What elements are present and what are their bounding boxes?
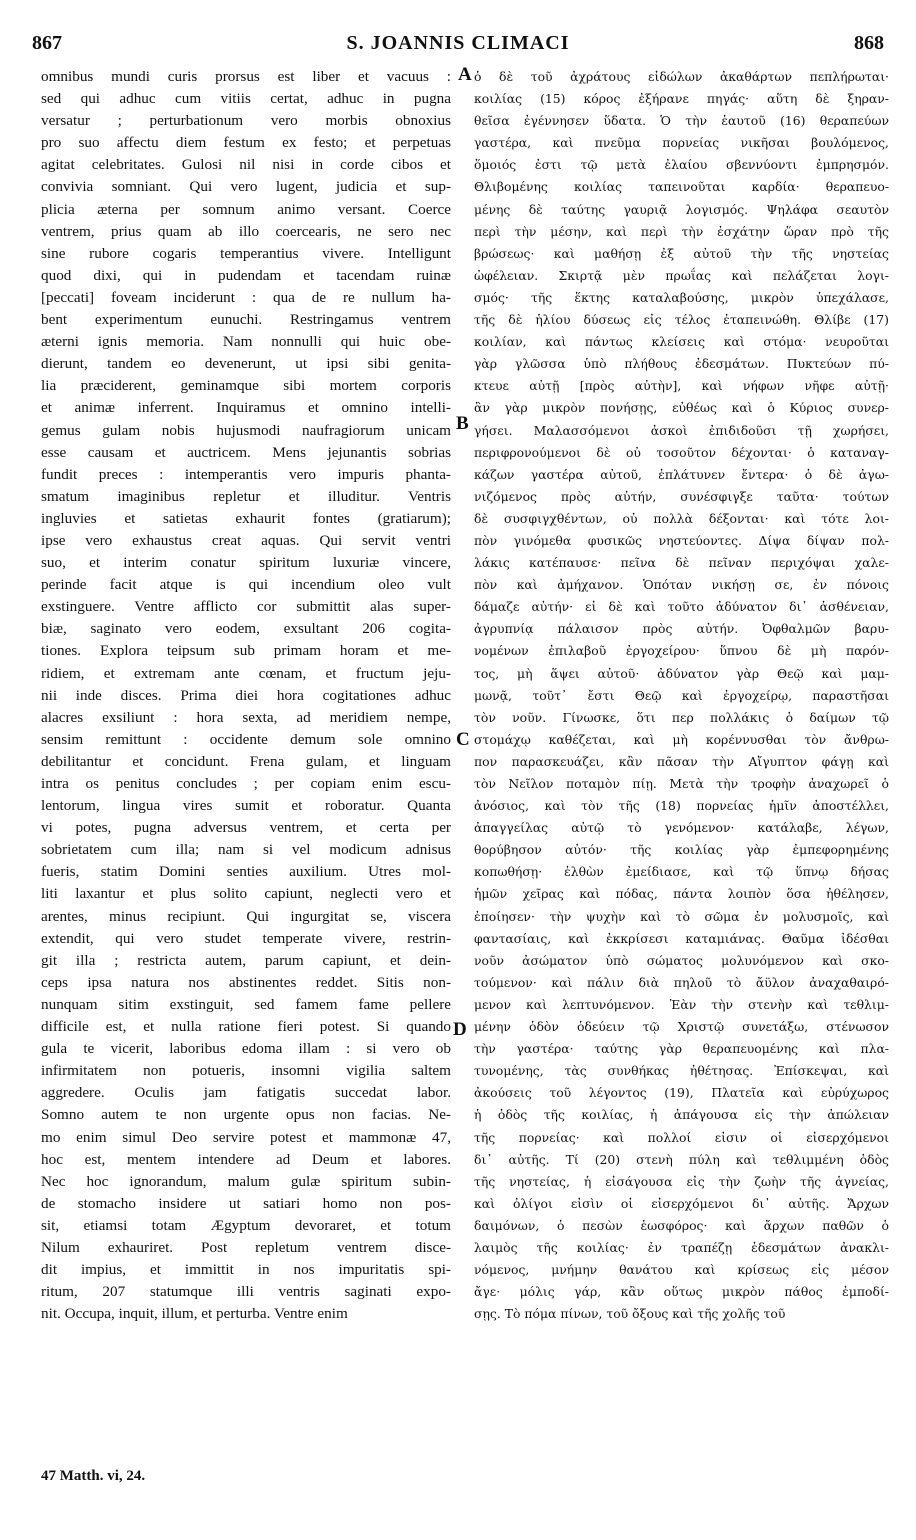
greek-text-line: ἀγρυπνίᾳ πάλαισον πρὸς αὐτήν. Ὀφθαλμῶν βαρυ- [474, 621, 889, 637]
footnote: 47 Matth. vi, 24. [41, 1468, 146, 1484]
latin-text-line: sine rubore cogaris temperantius vivere. Intelligunt [41, 244, 451, 262]
latin-text-line: vi potes, pugna adversus ventrem, et certa per [41, 819, 451, 837]
latin-text-line: esse causam et auctricem. Mens jejunantis sobrias [41, 443, 451, 461]
greek-text-line: ἀνόσιος, καὶ τὸν τῆς (18) πορνείας ἡμῖν ἀποστέλλει, [474, 798, 889, 814]
greek-text-line: νόμενος, μνήμην θανάτου καὶ κρίσεως εἰς μέσον [474, 1262, 889, 1278]
greek-text-line: κάζων γαστέρα αὐτοῦ, ἐπλάτυνεν ἔντερα· ὁ δὲ ἀγω- [474, 466, 889, 482]
latin-text-line: fueris, statim Domini senties auxilium. Utres mol- [41, 863, 451, 881]
page-number-left: 867 [32, 32, 62, 54]
greek-text-line: κοιλίας (15) κόρος ἐξήρανε πηγάς· αὕτη δὲ ξηραν- [474, 91, 889, 107]
latin-text-line: Nec hoc ignorandum, malum gulæ spiritum subin- [41, 1172, 451, 1190]
latin-text-line: arentes, minus recipiunt. Qui ingurgitat se, viscera [41, 907, 451, 925]
latin-text-line: lentorum, lingua vires sumit et roboratur. Quanta [41, 797, 451, 815]
latin-text-line: intra os penitus concludes ; per copiam enim escu- [41, 775, 451, 792]
latin-text-line: nii inde disces. Prima diei hora cogitationes adhuc [41, 686, 451, 704]
greek-text-line: ἐποίησεν· τὴν ψυχὴν καὶ τὸ σῶμα ἐν μολυσμοῖς, καὶ [474, 908, 889, 924]
greek-text-line: τῆς νηστείας, ἡ εἰσάγουσα εἰς τὴν ζωὴν τῆς ἁγνείας, [474, 1173, 889, 1189]
running-title: S. JOANNIS CLIMACI [346, 32, 570, 54]
latin-text-line: git illa ; restricta autem, parum capiunt, et dein- [41, 951, 451, 969]
latin-text-line: difficile est, et nulla ratione fieri potest. Si quando [41, 1018, 451, 1036]
greek-text-line: τὴν γαστέρα· ταύτης γὰρ θεραπευομένης καὶ πλα- [474, 1041, 889, 1057]
greek-text-line: ὁ δὲ τοῦ ἀχράτους εἰδώλων ἀκαθάρτων πεπλήρωται· [474, 69, 889, 84]
greek-text-line: νομένων ἐπιλαβοῦ ἐργοχείρου· ὕπνου δὲ μὴ παρόν- [474, 643, 889, 659]
latin-text-line: biæ, saginato vero eodem, exsultant 206 cogita- [41, 620, 451, 638]
latin-text-line: dierunt, tandem eo devenerunt, ut ipsi sibi genita- [41, 355, 451, 373]
latin-text-line: perinde facit atque is qui incendium oleo vult [41, 576, 451, 594]
greek-text-line: πον παρασκευάζει, κἂν πᾶσαν τὴν Αἴγυπτον φάγῃ καὶ [474, 753, 889, 769]
latin-text-line: ipse vero exhaustus creat aquas. Qui servit ventri [41, 531, 451, 549]
latin-text-line: æterni ignis memoria. Nam nonnulli qui huic obe- [41, 333, 451, 351]
greek-text-line: τος, μὴ ἅψει αὐτοῦ· ἀδύνατον γὰρ Θεῷ καὶ μαμ- [474, 665, 889, 681]
greek-column [474, 66, 889, 1325]
latin-text-line: sensim remittunt : occidente demum sole omnino [41, 730, 451, 748]
latin-text-line: convivia somniant. Qui vero lugent, judicia et sup- [41, 178, 451, 196]
latin-text-line: smatum imaginibus repletur et illuditur. Ventris [41, 487, 451, 505]
latin-text-line: versatur ; perturbationum vero morbis obnoxius [41, 112, 451, 130]
greek-text-line: κοιλίαν, καὶ πάντως κλείσεις καὶ στόμα· νευροῦται [474, 334, 889, 350]
greek-text-line: θεῖσα ἐγέννησεν ὕδατα. Ὁ τὴν ἑαυτοῦ (16) θεραπεύων [474, 113, 889, 129]
latin-text-line: ventrem, prius quam ab illo coercearis, ne sero nec [41, 222, 451, 240]
greek-text-line: στομάχῳ καθέζεται, καὶ μὴ κορέννυσθαι τὸν ἄνθρω- [474, 731, 889, 747]
greek-text-line: δαιμόνων, ὁ πεσὼν ἑωσφόρος· καὶ ἄρχων παθῶν ὁ [474, 1217, 889, 1233]
greek-text-line: μενον καὶ λεπτυνόμενον. Ἐὰν τὴν στενὴν καὶ τεθλιμ- [474, 996, 889, 1012]
latin-text-line: quod dixi, qui in pudendam et tacendam ruinæ [41, 266, 451, 284]
latin-text-line: mo enim simul Deo servire potest et mammonæ 47, [41, 1128, 451, 1146]
latin-text-line: lia præciderent, geminamque sibi mortem corporis [41, 377, 451, 395]
greek-text-line: καὶ ὀλίγοι εἰσὶν οἱ εἰσερχόμενοι δι᾽ αὐτῆς. Ἄρχων [474, 1195, 889, 1211]
greek-text-line: γαστέρα, καὶ πνεῦμα πορνείας νικῆσαι βουλόμενος, [474, 135, 889, 151]
greek-text-line: πὸν καὶ ἀμήχανον. Ὁπόταν νικήσῃ σε, ἐν πόνοις [474, 577, 889, 593]
greek-text-line: πὸν γινόμεθα φυσικῶς νηστεύοντες. Δίψα δίψαν πολ- [474, 532, 889, 548]
latin-text-line: tiones. Explora teipsum sub primam horam et me- [41, 642, 451, 660]
latin-text-line: liti laxantur et plus solito capiunt, neglecti vero et [41, 885, 451, 903]
latin-text-line: Somno autem te non urgente opus non facias. Ne- [41, 1106, 451, 1124]
greek-text-line: θορύβησον αὐτόν· τῆς κοιλίας γὰρ ἐμπεφορημένης [474, 842, 889, 858]
greek-text-line: κτευε αὐτῇ [πρὸς αὐτὴν], καὶ νήφων νῆφε αὐτῇ· [474, 378, 889, 394]
latin-text-line: nunquam sitim exstinguit, sed famem fame pellere [41, 995, 451, 1013]
greek-text-line: δάμαζε αὐτήν· εἰ δὲ καὶ τοῦτο ἀδύνατον δι᾽ ἀσθένειαν, [474, 599, 889, 615]
latin-text-line: plicia æterna per somnum animo versant. Coerce [41, 200, 451, 218]
latin-text-line: ceps ipsa natura nos abstinentes reddet. Sitis non- [41, 973, 451, 991]
greek-text-line: μωνᾷ, τοῦτ᾽ ἔστι Θεῷ καὶ ἐργοχείρῳ, παραστῆσαι [474, 687, 889, 703]
greek-text-line: φαντασίαις, καὶ ἐκκρίσεσι καταμιάνας. Θαῦμα ἰδέσθαι [474, 930, 889, 946]
latin-text-line: nit. Occupa, inquit, illum, et perturba. Ventre enim [41, 1305, 348, 1323]
latin-text-line: debilitantur et concidunt. Frena gulam, et linguam [41, 752, 451, 770]
section-marker-c: C [456, 729, 470, 750]
section-marker-d: D [453, 1019, 467, 1040]
latin-text-line: pro suo affectu diem festum ex festo; et perpetuas [41, 134, 451, 152]
greek-text-line: τούμενον· καὶ πάλιν διὰ πηλοῦ τὸ ἄϋλον ἀναχαθαιρό- [474, 974, 889, 990]
latin-text-line: ritum, 207 statumque illi ventris saginati expo- [41, 1283, 451, 1301]
greek-text-line: γὰρ γλῶσσα ὑπὸ πλήθους ἐδεσμάτων. Πυκτεύων πύ- [474, 356, 889, 372]
greek-text-line: ἂν γὰρ μικρὸν πονήσῃς, εὐθέως καὶ ὁ Κύριος συνερ- [474, 400, 889, 416]
greek-text-line: ὅμοιός ἐστι τῷ μετὰ ἐλαίου σβεννύοντι ἐμπρησμόν. [474, 157, 889, 173]
latin-text-line: sed qui adhuc cum vitiis certat, adhuc in pugna [41, 90, 451, 108]
greek-text-line: σμός· τῆς ἕκτης καταλαβούσης, μικρὸν ὑπεχάλασε, [474, 289, 889, 305]
greek-text-line: περὶ τὴν μέσην, καὶ περὶ τὴν ἐσχάτην ὥραν πρὸ τῆς [474, 223, 889, 239]
latin-text-line: [peccati] foveam inciderunt : qua de re nullum ha- [41, 288, 451, 306]
greek-text-line: λαιμὸς τῆς κοιλίας· ἐν τραπέζῃ ἐδεσμάτων ἀνακλι- [474, 1239, 889, 1255]
latin-text-line: gemus gulam nobis hujusmodi naufragiorum unicam [41, 421, 451, 439]
latin-text-line: sit, etiamsi totam Ægyptum devoraret, et totum [41, 1216, 451, 1234]
greek-text-line: τῆς δὲ ἡλίου δύσεως εἰς τέλος ἐταπεινώθη. Θλίβε (17) [474, 312, 889, 328]
greek-text-line: σῃς. Τὸ πόμα πίνων, τοῦ ὄξους καὶ τῆς χολῆς τοῦ [474, 1306, 786, 1322]
greek-text-line: δὲ συσφιγχθέντων, οὐ πολλὰ δέξονται· καὶ τότε λοι- [474, 510, 889, 526]
latin-text-line: aggredere. Oculis jam fatigatis succedat labor. [41, 1084, 451, 1102]
greek-text-line: κοπωθήσῃ· ἐλθὼν ἐμείδιασε, καὶ τῷ ὕπνῳ δήσας [474, 864, 889, 880]
greek-text-line: βρώσεως· καὶ μαθήσῃ ἐξ αὐτοῦ τὴν τῆς νηστείας [474, 245, 889, 261]
latin-text-line: agitat celebritates. Gulosi nil nisi in corde cibos et [41, 156, 451, 174]
greek-text-line: ἡ ὁδὸς τῆς κοιλίας, ἡ ἀπάγουσα εἰς τὴν ἀπώλειαν [474, 1107, 889, 1123]
latin-text-line: de stomacho insidere ut satiari homo non pos- [41, 1194, 451, 1212]
section-marker-a: A [458, 64, 472, 85]
latin-column [41, 66, 451, 1325]
greek-text-line: τῆς πορνείας· καὶ πολλοί εἰσιν οἱ εἰσερχόμενοι [474, 1129, 889, 1145]
greek-text-line: λάκις κατέπαυσε· πεῖνα δὲ πεῖναν περιχόψαι χαλε- [474, 555, 889, 571]
greek-text-line: τὸν Νεῖλον ποταμὸν πίῃ. Μετὰ τὴν τροφὴν ἀναχωρεῖ ὁ [474, 776, 889, 791]
greek-text-line: δι᾽ αὐτῆς. Τί (20) στενὴ πύλη καὶ τεθλιμμένη ὁδὸς [474, 1151, 889, 1167]
latin-text-line: exstinguere. Ventre afflicto cor submittit alas super- [41, 598, 451, 616]
latin-text-line: omnibus mundi curis prorsus est liber et vacuus : [41, 68, 451, 85]
page-number-right: 868 [854, 32, 884, 54]
greek-text-line: περιφρονούμενοι δὲ οὐ τοσοῦτον δέχονται· ὁ καταναγ- [474, 444, 889, 460]
latin-text-line: bent experimentum eunuchi. Restringamus ventrem [41, 311, 451, 329]
page-header [32, 32, 884, 62]
latin-text-line: infirmitatem non potueris, insomni vigilia saltem [41, 1062, 451, 1080]
latin-text-line: ridiem, et extremam ante cœnam, et fructum jeju- [41, 664, 451, 682]
greek-text-line: τυνομένης, τὰς συνθήκας ἠθέτησας. Ἐπίσκεψαι, καὶ [474, 1063, 889, 1079]
greek-text-line: Θλιβομένης κοιλίας ταπεινοῦται καρδία· θεραπευο- [474, 179, 889, 195]
greek-text-line: ἀκούσεις τοῦ λέγοντος (19), Πλατεῖα καὶ εὐρύχωρος [474, 1085, 889, 1101]
latin-text-line: gula te vicerit, laboribus edoma illam : si vero ob [41, 1040, 451, 1058]
section-marker-b: B [456, 413, 469, 434]
latin-text-line: et animæ inferrent. Inquiramus et omnino intelli- [41, 399, 451, 417]
greek-text-line: νοῦν ἀσώματον ὑπὸ σώματος μολυνόμενον καὶ σκο- [474, 952, 889, 968]
latin-text-line: extendit, qui vero studet temperate vivere, restrin- [41, 929, 451, 947]
latin-text-line: dit impius, et immittit in nos impuritatis spi- [41, 1261, 451, 1279]
greek-text-line: ἡμῶν χεῖρας καὶ πόδας, πάντα λοιπὸν ὅσα ἠθέλησεν, [474, 886, 889, 902]
greek-text-line: ὠφέλειαν. Σκιρτᾷ μὲν πρωΐας καὶ πελάζεται λογι- [474, 267, 889, 283]
greek-text-line: ἄγε· μόλις γάρ, κἂν οὕτως μικρὸν πάθος ἐμποδί- [474, 1284, 889, 1300]
greek-text-line: τὸν νοῦν. Γίνωσκε, ὅτι περ πολλάκις ὁ δαίμων τῷ [474, 709, 889, 725]
latin-text-line: suo, et interim conatur spiritum luxuriæ vincere, [41, 554, 451, 572]
latin-text-line: ingluvies et satietas exhaurit fontes (gratiarum); [41, 509, 451, 527]
greek-text-line: νιζόμενος πρὸς αὐτήν, συνέσφιγξε ταῦτα· τούτων [474, 488, 889, 504]
latin-text-line: alacres exsiliunt : hora sexta, ad meridiem nempe, [41, 708, 451, 726]
greek-text-line: γήσει. Μαλασσόμενοι ἀσκοὶ ἐπιδιδοῦσι τῇ χωρήσει, [474, 422, 889, 438]
latin-text-line: sobrietatem cum illa; nam si vel modicum adnisus [41, 841, 451, 859]
greek-text-line: μένην ὁδὸν ὁδεύειν τῷ Χριστῷ συνετάξω, στένωσον [474, 1019, 889, 1035]
latin-text-line: fundit preces : intemperantis vero impuris phanta- [41, 465, 451, 483]
latin-text-line: Nilum exhauriret. Post repletum ventrem disce- [41, 1238, 451, 1256]
greek-text-line: μένης δὲ ταύτης γαυριᾷ λογισμός. Ψηλάφα σεαυτὸν [474, 201, 889, 217]
greek-text-line: ἀπαγγείλας αὐτῷ τὸ γενόμενον· κατάλαβε, λέγων, [474, 820, 889, 836]
latin-text-line: hoc est, mentem intendere ad Deum et labores. [41, 1150, 451, 1168]
